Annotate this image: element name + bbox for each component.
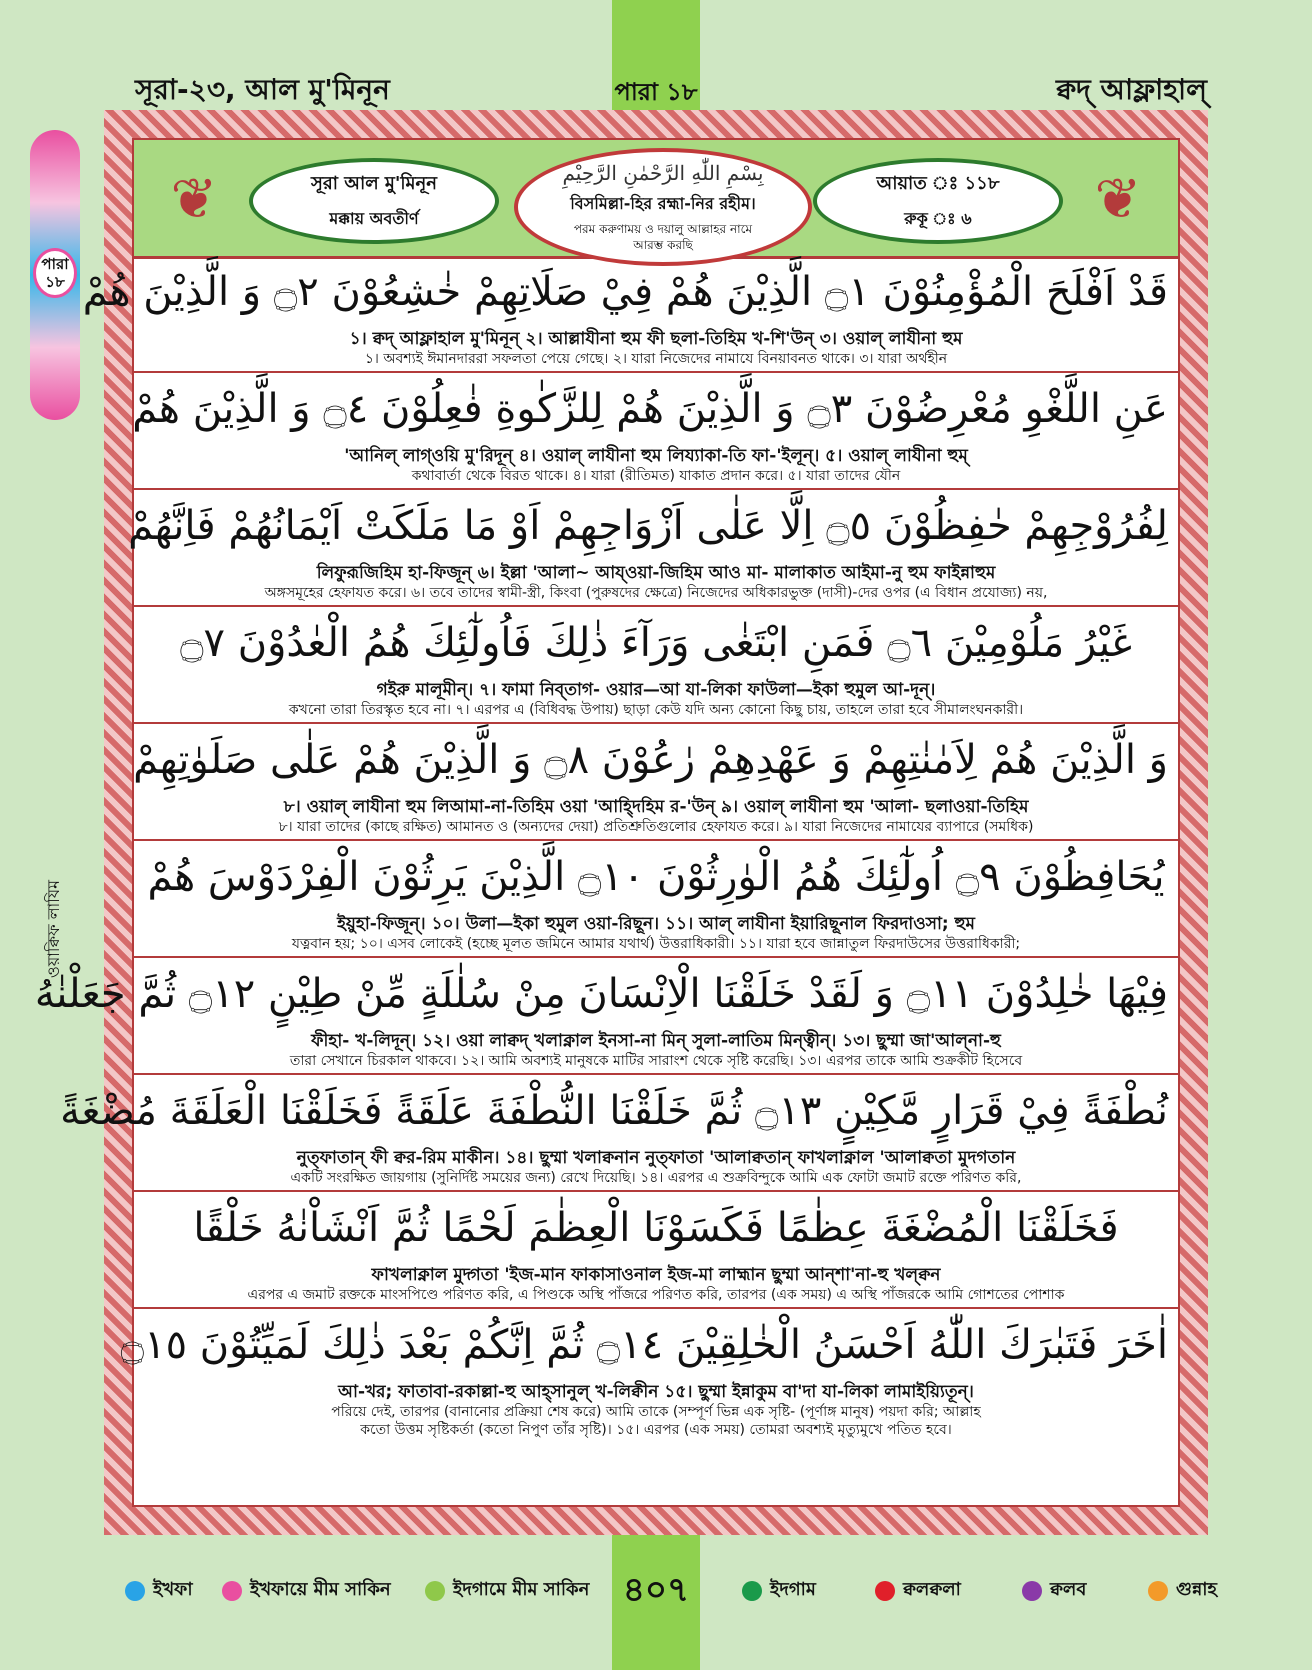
flourish-ornament: ❦ [170, 167, 218, 232]
verse-block [134, 724, 1178, 841]
surah-name: সূরা আল মু'মিনূন [310, 173, 438, 194]
verse-block [134, 607, 1178, 724]
transliteration-line: ৮। ওয়াল্ লাযীনা হুম লিআমা-না-তিহিম ওয়া 'আহ্দিহিম র-'উন্ ৯। ওয়াল্ লাযীনা হুম 'আলা- ছলাওয়া-তিহিম [283, 797, 1029, 817]
translation-line: কখনো তারা তিরস্কৃত হবে না। ৭। এরপর এ (বিধিবদ্ধ উপায়) ছাড়া কেউ যদি অন্য কোনো কিছু চায়, তাহলে তারা হবে সীমালংঘনকারী। [288, 702, 1024, 718]
arabic-line: وَ الَّذِيْنَ هُمْ لِاَمٰنٰتِهِمْ وَ عَهْدِهِمْ رٰعُوْنَ ۝٨ وَ الَّذِيْنَ هُمْ عَلٰى صَلَوٰتِهِمْ [133, 737, 1168, 783]
legend-item [222, 1575, 391, 1606]
verse-block [128, 490, 1178, 607]
arabic-line: غَيْرُ مَلُوْمِيْنَ ۝٦ فَمَنِ ابْتَغٰى وَرَآءَ ذٰلِكَ فَاُولٰٓئِكَ هُمُ الْعٰدُوْنَ ۝٧ [180, 620, 1132, 666]
arabic-line: لِفُرُوْجِهِمْ حٰفِظُوْنَ ۝٥ اِلَّا عَلٰى اَزْوَاجِهِمْ اَوْ مَا مَلَكَتْ اَيْمَانُهُمْ فَاِنَّهُمْ [128, 503, 1168, 549]
side-vertical-label: ওয়াক্বিফ লাযিম [44, 880, 63, 978]
surah-banner [134, 140, 1178, 259]
legend-label: ইদগামে মীম সাকিন [453, 1579, 590, 1600]
translation-line: কতো উত্তম সৃষ্টিকর্তা (কতো নিপুণ তাঁর সৃষ্টি)। ১৫। এরপর (এক সময়) তোমরা অবশ্যই মৃত্যুমুখে পতিত হবে। [360, 1422, 952, 1438]
translation-line: ১। অবশ্যই ঈমানদাররা সফলতা পেয়ে গেছে। ২। যারা নিজেদের নামাযে বিনয়াবনত থাকে। ৩। যারা অর্থহীন [364, 351, 948, 367]
legend-item [742, 1575, 816, 1606]
translation-line: একটি সংরক্ষিত জায়গায় (সুনির্দিষ্ট সময়ের জন্য) রেখে দিয়েছি। ১৪। এরপর এ শুক্রবিন্দুকে আমি এক ফোটা জমাট রক্তে পরিণত করি, [290, 1170, 1022, 1186]
section-title: ক্বদ্ আফ্লাহাল্ [1055, 73, 1207, 106]
bismillah-translation: পরম করুণাময় ও দয়ালু আল্লাহর নামে আরম্ভ করছি [573, 221, 753, 252]
legend-color-dot [1148, 1581, 1168, 1601]
verse-block [120, 1309, 1178, 1444]
legend-label: ইখফায়ে মীম সাকিন [250, 1579, 391, 1600]
legend-color-dot [742, 1581, 762, 1601]
arabic-line: يُحَافِظُوْنَ ۝٩ اُولٰٓئِكَ هُمُ الْوٰرِثُوْنَ ۝١٠ الَّذِيْنَ يَرِثُوْنَ الْفِرْدَوْسَ هُمْ [147, 854, 1165, 900]
verse-block [134, 841, 1178, 958]
legend-color-dot [222, 1581, 242, 1601]
transliteration-line: লিফুরূজিহিম হা-ফিজূন্ ৬। ইল্লা 'আলা~ আয্ওয়া-জিহিম আও মা- মালাকাত আইমা-নু হুম ফাইন্নাহুম [316, 563, 996, 583]
translation-line: কথাবার্তা থেকে বিরত থাকে। ৪। যারা (রীতিমত) যাকাত প্রদান করে। ৫। যারা তাদের যৌন [411, 468, 901, 484]
tajweed-legend [0, 1565, 1312, 1615]
translation-line: তারা সেখানে চিরকাল থাকবে। ১২। আমি অবশ্যই মানুষকে মাটির সারাংশ থেকে সৃষ্টি করেছি। ১৩। এরপর তাকে আমি শুক্রকীট হিসেবে [289, 1053, 1023, 1069]
legend-color-dot [125, 1581, 145, 1601]
translation-line: পরিয়ে দেই, তারপর (বানানোর প্রক্রিয়া শেষ করে) আমি তাকে (সম্পূর্ণ ভিন্ন এক সৃষ্টি- (পূর্ণাঙ্গ মানুষ) পয়দা করি; আল্লাহ [331, 1404, 981, 1420]
legend-item [1148, 1575, 1217, 1606]
bismillah-oval [514, 148, 812, 266]
verse-block [134, 1192, 1178, 1309]
surah-info-oval [249, 158, 499, 244]
arabic-line: عَنِ اللَّغْوِ مُعْرِضُوْنَ ۝٣ وَ الَّذِيْنَ هُمْ لِلزَّكٰوةِ فٰعِلُوْنَ ۝٤ وَ الَّذِيْنَ هُمْ [132, 386, 1168, 432]
arabic-line: نُطْفَةً فِيْ قَرَارٍ مَّكِيْنٍ ۝١٣ ثُمَّ خَلَقْنَا النُّطْفَةَ عَلَقَةً فَخَلَقْنَا الْعَلَقَةَ مُضْغَةً [60, 1088, 1168, 1134]
ayat-count: আয়াত ঃ ১১৮ [876, 173, 1000, 194]
legend-label: ইদগাম [770, 1579, 816, 1600]
verse-block [60, 1075, 1178, 1192]
legend-color-dot [875, 1581, 895, 1601]
legend-label: ক্বলক্বলা [903, 1579, 961, 1600]
legend-item [1022, 1575, 1086, 1606]
page-number: ৪০৭ [622, 1570, 690, 1610]
arabic-line: اٰخَرَ فَتَبٰرَكَ اللّٰهُ اَحْسَنُ الْخٰلِقِيْنَ ۝١٤ ثُمَّ اِنَّكُمْ بَعْدَ ذٰلِكَ لَمَيِّتُوْنَ ۝١٥ [120, 1322, 1168, 1368]
legend-color-dot [425, 1581, 445, 1601]
transliteration-line: ফীহা- খ-লিদূন্। ১২। ওয়া লাক্বদ্ খলাক্নাল ইনসা-না মিন্ সুলা-লাতিম মিন্‌ত্বীন্। ১৩। ছুম্মা জা'আল্না-হু [311, 1031, 1001, 1051]
transliteration-line: গইরু মালূমীন্। ৭। ফামা নিব্তাগ- ওয়ার—আ যা-লিকা ফাউলা—ইকা হুমুল আ-দূন্। [376, 680, 936, 700]
verse-block [34, 958, 1178, 1075]
transliteration-line: আ-খর; ফাতাবা-রকাল্লা-হু আহ্সানুল্ খ-লিক্বীন ১৫। ছুম্মা ইন্নাকুম বা'দা যা-লিকা লামাইয়্যিতূন্। [338, 1382, 974, 1402]
verse-block [82, 256, 1178, 373]
surah-title: সূরা-২৩, আল মু'মিনূন [135, 73, 390, 106]
legend-label: ক্বলব [1050, 1579, 1087, 1600]
ruku-count: রুকূ ঃ ৬ [904, 209, 972, 228]
legend-item [425, 1575, 589, 1606]
verse-count-oval [813, 158, 1063, 244]
arabic-line: فِيْهَا خٰلِدُوْنَ ۝١١ وَ لَقَدْ خَلَقْنَا الْاِنْسَانَ مِنْ سُلٰلَةٍ مِّنْ طِيْنٍ ۝١٢ ثُمَّ جَعَلْنٰهُ [34, 971, 1168, 1017]
transliteration-line: ফাখলাক্নাল মুদ্গতা 'ইজ-মান ফাকাসাওনাল ইজ-মা লাহ্মান ছুম্মা আন্শা'না-হু খল্ক্বন [371, 1265, 941, 1285]
translation-line: ৮। যারা তাদের (কাছে রক্ষিত) আমানত ও (অন্যদের দেয়া) প্রতিশ্রুতিগুলোর হেফাযত করে। ৯। যারা নিজেদের নামাযের ব্যাপারে (সমধিক) [278, 819, 1034, 835]
transliteration-line: 'আনিল্ লাগ্ওয়ি মু'রিদূন্ ৪। ওয়াল্ লাযীনা হুম লিয্যাকা-তি ফা-'ইলূন্। ৫। ওয়াল্ লাযীনা হুম্ [344, 446, 968, 466]
revelation-place: মক্কায় অবতীর্ণ [329, 209, 419, 228]
flourish-ornament: ❦ [1094, 167, 1142, 232]
translation-line: এরপর এ জমাট রক্তকে মাংসপিণ্ডে পরিণত করি, এ পিণ্ডকে অস্থি পাঁজরে পরিণত করি, তারপর (এক সময়) এ অস্থি পাঁজরকে আমি গোশতের পোশাক [247, 1287, 1065, 1303]
legend-label: গুন্নাহ [1176, 1579, 1217, 1600]
transliteration-line: ইয়ুহা-ফিজূন্। ১০। উলা—ইকা হুমুল ওয়া-রিছূন। ১১। আল্ লাযীনা ইয়ারিছূনাল ফিরদাওসা; হুম [337, 914, 975, 934]
para-label: পারা ১৮ [614, 78, 698, 106]
translation-line: যত্নবান হয়; ১০। এসব লোকেই (হচ্ছে মূলত জমিনে আমার যথার্থ) উত্তরাধিকারী। ১১। যারা হবে জান্নাতুল ফিরদাউসের উত্তরাধিকারী; [291, 936, 1021, 952]
side-para-badge: পারা ১৮ [33, 248, 77, 298]
verse-block [134, 373, 1178, 490]
arabic-line: قَدْ اَفْلَحَ الْمُؤْمِنُوْنَ ۝١ الَّذِيْنَ هُمْ فِيْ صَلَاتِهِمْ خٰشِعُوْنَ ۝٢ وَ الَّذِيْنَ هُمْ [82, 269, 1168, 315]
bismillah-translit: বিসমিল্লা-হির রহ্মা-নির রহীম। [570, 193, 756, 213]
legend-item [125, 1575, 193, 1606]
transliteration-line: ১। ক্বদ্ আফ্লাহাল মু'মিনূন্ ২। আল্লাযীনা হুম ফী ছলা-তিহিম খ-শি'উন্ ৩। ওয়াল্ লাযীনা হুম [349, 329, 963, 349]
legend-label: ইখফা [153, 1579, 193, 1600]
bismillah-arabic: بِسْمِ اللّٰهِ الرَّحْمٰنِ الرَّحِيْمِ [562, 160, 764, 185]
legend-color-dot [1022, 1581, 1042, 1601]
arabic-line: فَخَلَقْنَا الْمُضْغَةَ عِظٰمًا فَكَسَوْنَا الْعِظٰمَ لَحْمًا ثُمَّ اَنْشَاْنٰهُ خَلْقًا [193, 1205, 1119, 1251]
translation-line: অঙ্গসমূহের হেফাযত করে। ৬। তবে তাদের স্বামী-স্ত্রী, কিংবা (পুরুষদের ক্ষেত্রে) নিজেদের অধিকারভুক্ত (দাসী)-দের ওপর (এ বিধান প্রযোজ্য) নয়, [264, 585, 1048, 601]
transliteration-line: নুত্ফাতান্ ফী ক্বর-রিম মাকীন। ১৪। ছুম্মা খলাক্বনান নুত্ফাতা 'আলাক্বতান্ ফাখলাক্নাল 'আলাক্বতা মুদগতান [296, 1148, 1016, 1168]
legend-item [875, 1575, 961, 1606]
